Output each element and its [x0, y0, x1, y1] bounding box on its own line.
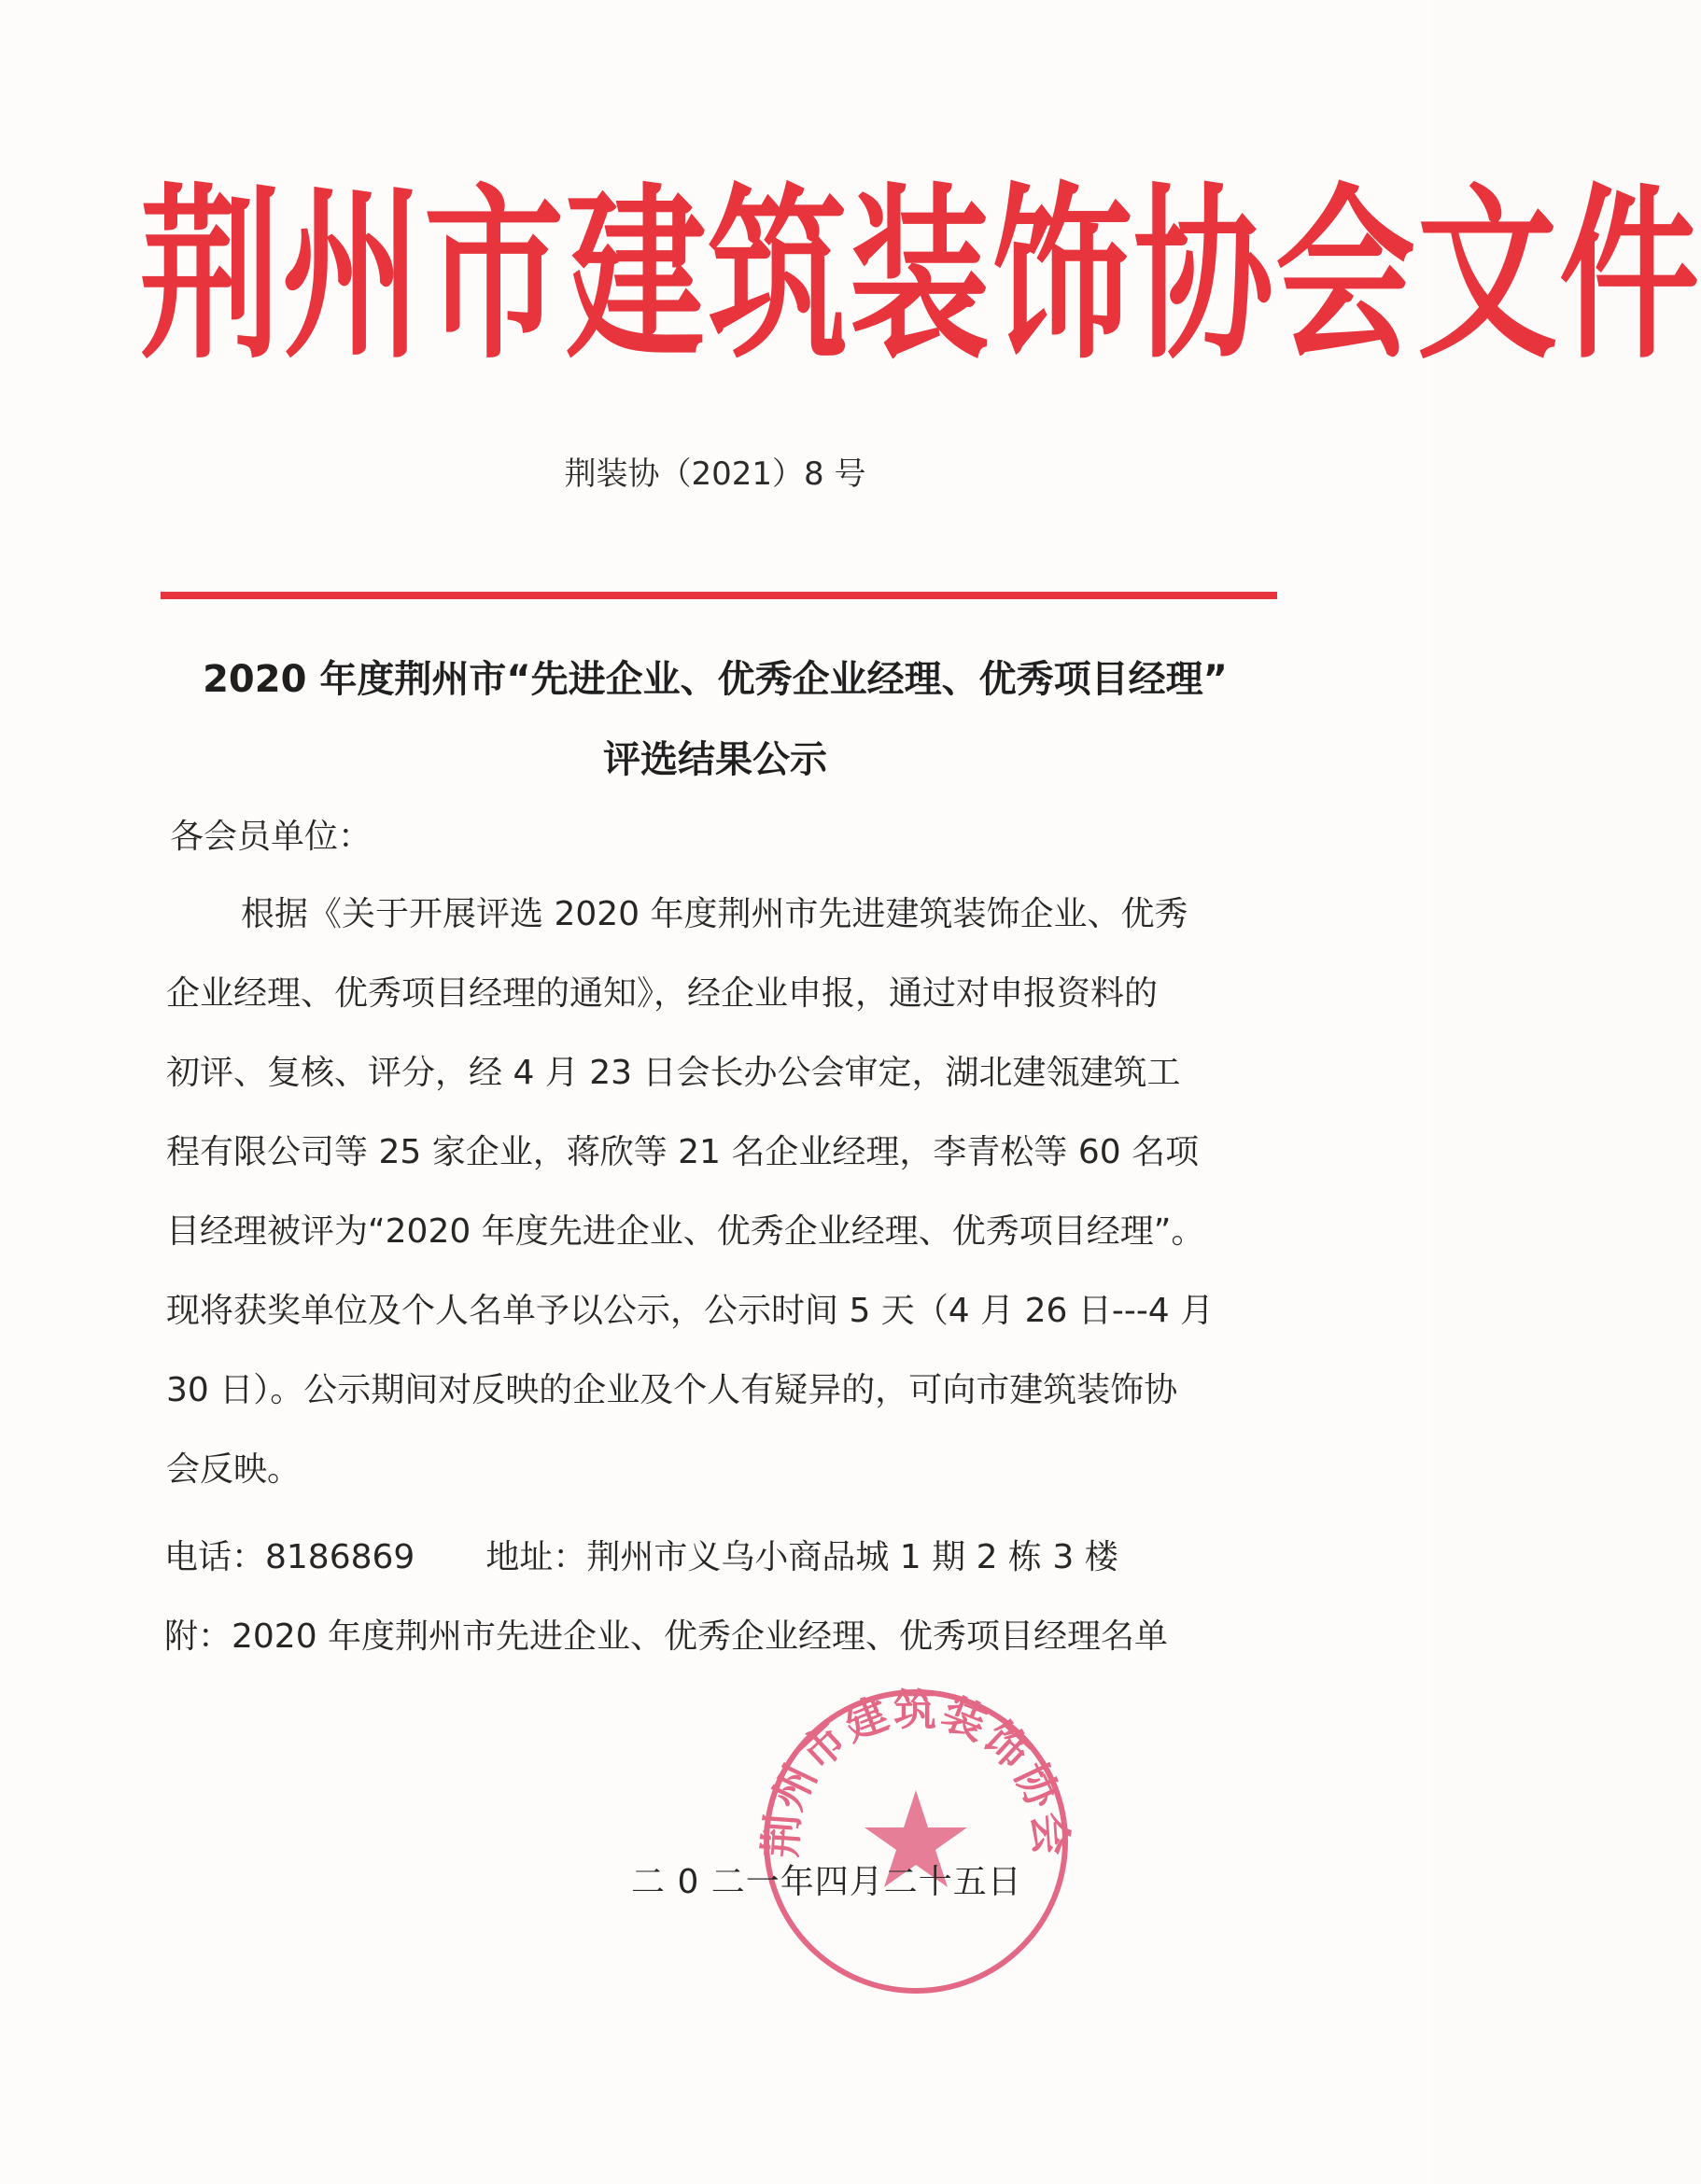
official-seal-stamp: [754, 1680, 1077, 2003]
salutation: 各会员单位：: [170, 818, 373, 856]
notice-title-line-2: 评选结果公示: [603, 738, 827, 781]
document-number: 荆装协（2021）8 号: [564, 455, 866, 493]
body-line: 初评、复核、评分，经 4 月 23 日会长办公会审定，湖北建瓴建筑工: [166, 1054, 1181, 1092]
body-line: 目经理被评为“2020 年度先进企业、优秀企业经理、优秀项目经理”。: [166, 1212, 1205, 1251]
phone-number: 电话：8186869: [164, 1538, 415, 1576]
attachment-note: 附：2020 年度荆州市先进企业、优秀企业经理、优秀项目经理名单: [164, 1617, 1169, 1656]
body-line: 现将获奖单位及个人名单予以公示，公示时间 5 天（4 月 26 日---4 月: [166, 1292, 1215, 1330]
issuer-title: 荆州市建筑装饰协会文件: [140, 165, 1701, 385]
body-line: 30 日）。公示期间对反映的企业及个人有疑异的，可向市建筑装饰协: [166, 1371, 1178, 1409]
notice-title-line-1: 2020 年度荆州市“先进企业、优秀企业经理、优秀项目经理”: [203, 658, 1228, 701]
notice-body: [166, 887, 1249, 1521]
body-line: 企业经理、优秀项目经理的通知》，经企业申报，通过对申报资料的: [166, 974, 1159, 1013]
contact-info: [164, 1531, 1118, 1578]
issue-date: 二 0 二一年四月二十五日: [631, 1863, 1022, 1901]
body-line: 会反映。: [166, 1450, 302, 1489]
body-line: 根据《关于开展评选 2020 年度荆州市先进建筑装饰企业、优秀: [241, 895, 1188, 933]
address: 地址：荆州市义乌小商品城 1 期 2 栋 3 楼: [485, 1538, 1118, 1576]
body-line: 程有限公司等 25 家企业，蒋欣等 21 名企业经理，李青松等 60 名项: [166, 1133, 1200, 1171]
header-divider: [161, 592, 1277, 599]
seal-text: 荆州市建筑装饰协会: [754, 1684, 1077, 1859]
